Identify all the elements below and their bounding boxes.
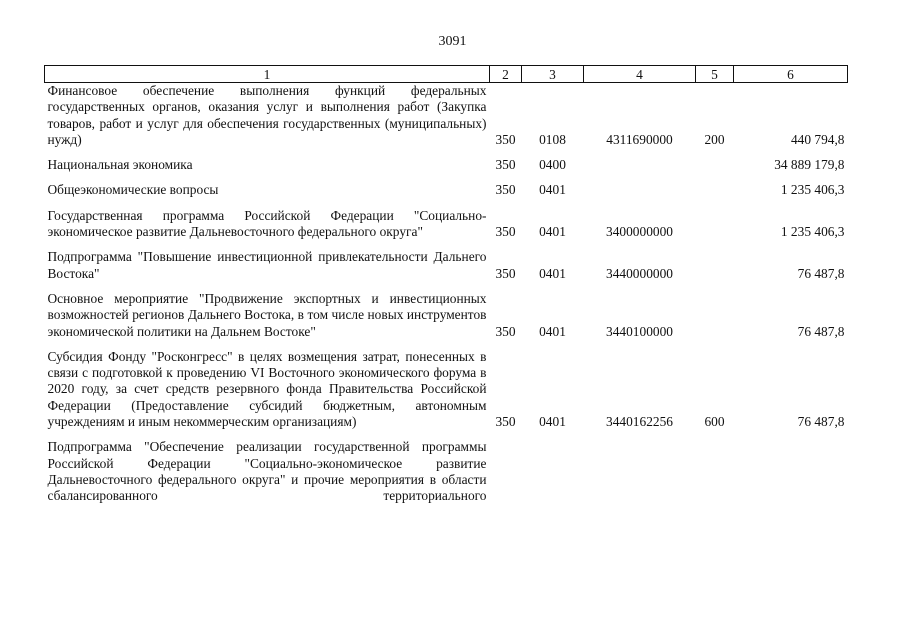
row-amount: 76 487,8: [797, 323, 845, 339]
table-body: [45, 83, 848, 514]
table-row: [45, 83, 848, 158]
row-expense-type: [696, 291, 734, 349]
row-name: Национальная экономика: [47, 157, 193, 173]
row-ministry-code: 350: [495, 182, 516, 198]
row-ministry-code: 350: [495, 131, 516, 147]
row-ministry-code: 350: [495, 323, 516, 339]
table-row: [45, 249, 848, 291]
row-target-code: 3440162256: [606, 414, 673, 430]
column-header-5: 5: [696, 66, 734, 83]
page-number: 3091: [438, 34, 467, 49]
row-target-code: [584, 157, 696, 182]
row-target-code: [584, 439, 696, 513]
budget-table: [44, 65, 848, 514]
row-ministry-code: 350: [495, 265, 516, 281]
row-ministry-code: 350: [495, 414, 516, 430]
row-target-code: 3440000000: [606, 265, 673, 281]
column-header-2: 2: [490, 66, 522, 83]
row-amount: 1 235 406,3: [780, 224, 845, 240]
row-name: Подпрограмма "Повышение инвестиционной привлекательности Дальнего Востока": [47, 249, 487, 281]
row-expense-type: [696, 157, 734, 182]
table-row: [45, 439, 848, 513]
row-target-code: 3400000000: [606, 224, 673, 240]
row-amount: 1 235 406,3: [780, 182, 845, 198]
table-row: [45, 291, 848, 349]
row-name: Субсидия Фонду "Росконгресс" в целях возмещения затрат, понесенных в связи с подготовкой к проведению VI Восточного экономического форума в 2020 году, за счет средств резервного фонда Правительства Российской Федерации (Предоставление субсидий бюджетным, автономным учреждениям и иным некоммерческим организациям): [47, 348, 487, 430]
row-section-code: 0401: [539, 265, 566, 281]
row-amount: 76 487,8: [797, 265, 845, 281]
row-expense-type: 200: [704, 131, 725, 147]
row-section-code: 0108: [539, 131, 566, 147]
row-section-code: [522, 439, 584, 513]
row-expense-type: [696, 208, 734, 250]
row-target-code: 4311690000: [606, 131, 673, 147]
table-row: [45, 208, 848, 250]
row-name: Государственная программа Российской Федерации "Социально-экономическое развитие Дальневосточного федерального округа": [47, 207, 487, 240]
column-header-6: 6: [734, 66, 848, 83]
row-amount: 440 794,8: [790, 131, 845, 147]
row-amount: 76 487,8: [797, 414, 845, 430]
row-name: Финансовое обеспечение выполнения функций федеральных государственных органов, оказания услуг и выполнения работ (Закупка товаров, работ и услуг для обеспечения государственных (муниципальных) нужд): [47, 83, 487, 147]
row-expense-type: 600: [704, 414, 725, 430]
row-section-code: 0401: [539, 323, 566, 339]
row-section-code: 0401: [539, 414, 566, 430]
column-header-1: 1: [45, 66, 490, 83]
row-amount: 34 889 179,8: [774, 157, 845, 173]
row-expense-type: [696, 182, 734, 207]
row-ministry-code: 350: [495, 224, 516, 240]
row-name: Подпрограмма "Обеспечение реализации государственной программы Российской Федерации "Социально-экономическое развитие Дальневосточного федерального округа" и прочие мероприятия в области сбалансированного территориального: [47, 439, 487, 504]
column-header-3: 3: [522, 66, 584, 83]
row-name: Общеэкономические вопросы: [47, 182, 219, 198]
table-row: [45, 349, 848, 439]
row-target-code: 3440100000: [606, 323, 673, 339]
header-row: [45, 66, 848, 83]
row-amount: [734, 439, 848, 513]
row-ministry-code: [490, 439, 522, 513]
row-section-code: 0401: [539, 182, 566, 198]
table-row: [45, 157, 848, 182]
row-section-code: 0401: [539, 224, 566, 240]
row-name: Основное мероприятие "Продвижение экспортных и инвестиционных возможностей регионов Дальнего Востока, в том числе новых инструментов экономической политики на Дальнем Востоке": [47, 290, 487, 339]
table-header: [45, 66, 848, 83]
row-expense-type: [696, 439, 734, 513]
row-ministry-code: 350: [495, 157, 516, 173]
column-header-4: 4: [584, 66, 696, 83]
row-target-code: [584, 182, 696, 207]
row-expense-type: [696, 249, 734, 291]
table-row: [45, 182, 848, 207]
row-section-code: 0400: [539, 157, 566, 173]
